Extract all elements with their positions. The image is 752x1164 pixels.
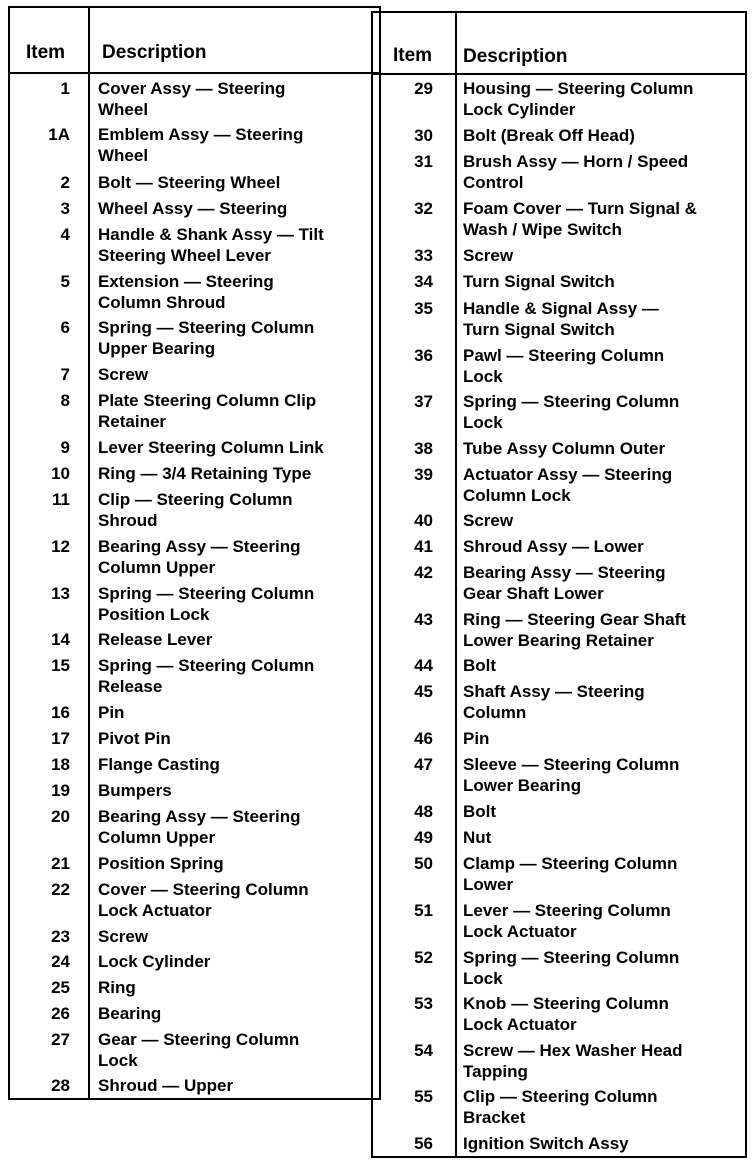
item-description: Bearing Assy — Steering Gear Shaft Lower bbox=[463, 563, 666, 603]
item-number: 50 bbox=[414, 854, 433, 873]
item-description: Spring — Steering Column Lock bbox=[463, 392, 680, 432]
item-number: 20 bbox=[51, 807, 70, 826]
item-number: 29 bbox=[414, 79, 433, 98]
item-number: 15 bbox=[51, 656, 70, 675]
item-description: Wheel Assy — Steering bbox=[98, 199, 288, 218]
item-description: Ignition Switch Assy bbox=[463, 1134, 629, 1153]
item-number: 31 bbox=[414, 152, 433, 171]
item-description: Lever — Steering Column Lock Actuator bbox=[463, 901, 671, 941]
item-description: Housing — Steering Column Lock Cylinder bbox=[463, 79, 694, 119]
item-number: 4 bbox=[60, 225, 70, 244]
item-number: 8 bbox=[60, 391, 70, 410]
item-description: Gear — Steering Column Lock bbox=[98, 1030, 300, 1070]
item-number: 42 bbox=[414, 563, 433, 582]
item-description: Bearing bbox=[98, 1004, 162, 1023]
item-description: Ring — Steering Gear Shaft Lower Bearing Retainer bbox=[463, 610, 686, 650]
item-description: Sleeve — Steering Column Lower Bearing bbox=[463, 755, 680, 795]
item-number: 53 bbox=[414, 994, 433, 1013]
item-description: Release Lever bbox=[98, 630, 213, 649]
item-description: Shroud Assy — Lower bbox=[463, 537, 644, 556]
item-description: Bumpers bbox=[98, 781, 172, 800]
item-number: 11 bbox=[52, 490, 70, 509]
item-description: Bolt — Steering Wheel bbox=[98, 173, 281, 192]
item-description: Bearing Assy — Steering Column Upper bbox=[98, 807, 301, 847]
item-number: 16 bbox=[51, 703, 70, 722]
item-description: Cover — Steering Column Lock Actuator bbox=[98, 880, 309, 920]
item-number: 48 bbox=[414, 802, 433, 821]
item-description: Nut bbox=[463, 828, 492, 847]
item-number: 32 bbox=[414, 199, 433, 218]
item-number: 37 bbox=[414, 392, 433, 411]
item-number: 52 bbox=[414, 948, 433, 967]
item-number: 10 bbox=[51, 464, 70, 483]
item-number: 24 bbox=[51, 952, 70, 971]
item-description: Lock Cylinder bbox=[98, 952, 211, 971]
item-description: Bolt bbox=[463, 802, 497, 821]
item-description: Handle & Signal Assy — Turn Signal Switch bbox=[463, 299, 659, 339]
item-description: Cover Assy — Steering Wheel bbox=[98, 79, 286, 119]
item-description: Pin bbox=[98, 703, 125, 722]
item-number: 22 bbox=[51, 880, 70, 899]
item-header: Item bbox=[26, 42, 66, 63]
item-description: Screw bbox=[98, 927, 149, 946]
item-number: 40 bbox=[414, 511, 433, 530]
item-header: Item bbox=[393, 45, 433, 66]
item-description: Shaft Assy — Steering Column bbox=[463, 682, 645, 722]
item-description: Bearing Assy — Steering Column Upper bbox=[98, 537, 301, 577]
item-number: 14 bbox=[51, 630, 70, 649]
item-description: Tube Assy Column Outer bbox=[463, 439, 666, 458]
item-number: 28 bbox=[51, 1076, 70, 1095]
item-description: Ring — 3/4 Retaining Type bbox=[98, 464, 312, 483]
item-description: Spring — Steering Column Release bbox=[98, 656, 315, 696]
item-number: 51 bbox=[414, 901, 433, 920]
item-description: Ring bbox=[98, 978, 136, 997]
item-number: 54 bbox=[414, 1041, 433, 1060]
header-divider bbox=[373, 73, 745, 75]
item-number: 26 bbox=[51, 1004, 70, 1023]
item-number: 47 bbox=[414, 755, 433, 774]
item-number: 18 bbox=[51, 755, 70, 774]
item-description: Turn Signal Switch bbox=[463, 272, 615, 291]
column-divider bbox=[455, 13, 457, 1156]
item-description: Plate Steering Column Clip Retainer bbox=[98, 391, 317, 431]
item-number: 6 bbox=[60, 318, 70, 337]
item-description: Screw — Hex Washer Head Tapping bbox=[463, 1041, 683, 1081]
item-description: Shroud — Upper bbox=[98, 1076, 234, 1095]
item-number: 43 bbox=[414, 610, 433, 629]
item-number: 23 bbox=[51, 927, 70, 946]
item-number: 46 bbox=[414, 729, 433, 748]
item-number: 9 bbox=[60, 438, 70, 457]
item-description: Bolt bbox=[463, 656, 497, 675]
item-number: 1A bbox=[48, 125, 70, 144]
item-description: Pawl — Steering Column Lock bbox=[463, 346, 665, 386]
item-number: 45 bbox=[414, 682, 433, 701]
item-description: Pin bbox=[463, 729, 490, 748]
item-description: Emblem Assy — Steering Wheel bbox=[98, 125, 304, 165]
item-number: 55 bbox=[414, 1087, 433, 1106]
item-number: 41 bbox=[414, 537, 433, 556]
column-divider bbox=[88, 8, 90, 1098]
item-description: Spring — Steering Column Lock bbox=[463, 948, 680, 988]
item-number: 33 bbox=[414, 246, 433, 265]
item-number: 13 bbox=[51, 584, 70, 603]
item-number: 19 bbox=[51, 781, 70, 800]
item-number: 49 bbox=[414, 828, 433, 847]
parts-table-left bbox=[8, 6, 381, 1100]
item-description: Actuator Assy — Steering Column Lock bbox=[463, 465, 673, 505]
header-divider bbox=[10, 72, 379, 74]
description-header: Description bbox=[463, 46, 568, 67]
item-description: Clip — Steering Column Shroud bbox=[98, 490, 293, 530]
item-number: 39 bbox=[414, 465, 433, 484]
item-description: Clamp — Steering Column Lower bbox=[463, 854, 678, 894]
item-description: Screw bbox=[463, 511, 514, 530]
item-description: Extension — Steering Column Shroud bbox=[98, 272, 274, 312]
item-number: 5 bbox=[60, 272, 70, 291]
item-number: 21 bbox=[51, 854, 70, 873]
item-number: 30 bbox=[414, 126, 433, 145]
item-description: Flange Casting bbox=[98, 755, 220, 774]
item-number: 3 bbox=[60, 199, 70, 218]
item-description: Position Spring bbox=[98, 854, 224, 873]
item-number: 12 bbox=[51, 537, 70, 556]
item-description: Brush Assy — Horn / Speed Control bbox=[463, 152, 689, 192]
item-description: Knob — Steering Column Lock Actuator bbox=[463, 994, 669, 1034]
item-number: 27 bbox=[51, 1030, 70, 1049]
item-description: Clip — Steering Column Bracket bbox=[463, 1087, 658, 1127]
item-number: 17 bbox=[51, 729, 70, 748]
parts-table-right bbox=[371, 11, 747, 1158]
item-number: 38 bbox=[414, 439, 433, 458]
item-description: Bolt (Break Off Head) bbox=[463, 126, 635, 145]
item-description: Handle & Shank Assy — Tilt Steering Wheel Lever bbox=[98, 225, 324, 265]
item-number: 35 bbox=[414, 299, 433, 318]
item-description: Spring — Steering Column Upper Bearing bbox=[98, 318, 315, 358]
item-number: 44 bbox=[414, 656, 433, 675]
item-description: Spring — Steering Column Position Lock bbox=[98, 584, 315, 624]
item-description: Lever Steering Column Link bbox=[98, 438, 324, 457]
item-description: Screw bbox=[463, 246, 514, 265]
item-number: 7 bbox=[60, 365, 70, 384]
item-number: 56 bbox=[414, 1134, 433, 1153]
item-number: 2 bbox=[60, 173, 70, 192]
item-number: 1 bbox=[60, 79, 70, 98]
item-description: Foam Cover — Turn Signal & Wash / Wipe Switch bbox=[463, 199, 697, 239]
item-number: 34 bbox=[414, 272, 433, 291]
item-description: Screw bbox=[98, 365, 149, 384]
item-number: 25 bbox=[51, 978, 70, 997]
item-number: 36 bbox=[414, 346, 433, 365]
description-header: Description bbox=[102, 42, 207, 63]
item-description: Pivot Pin bbox=[98, 729, 171, 748]
